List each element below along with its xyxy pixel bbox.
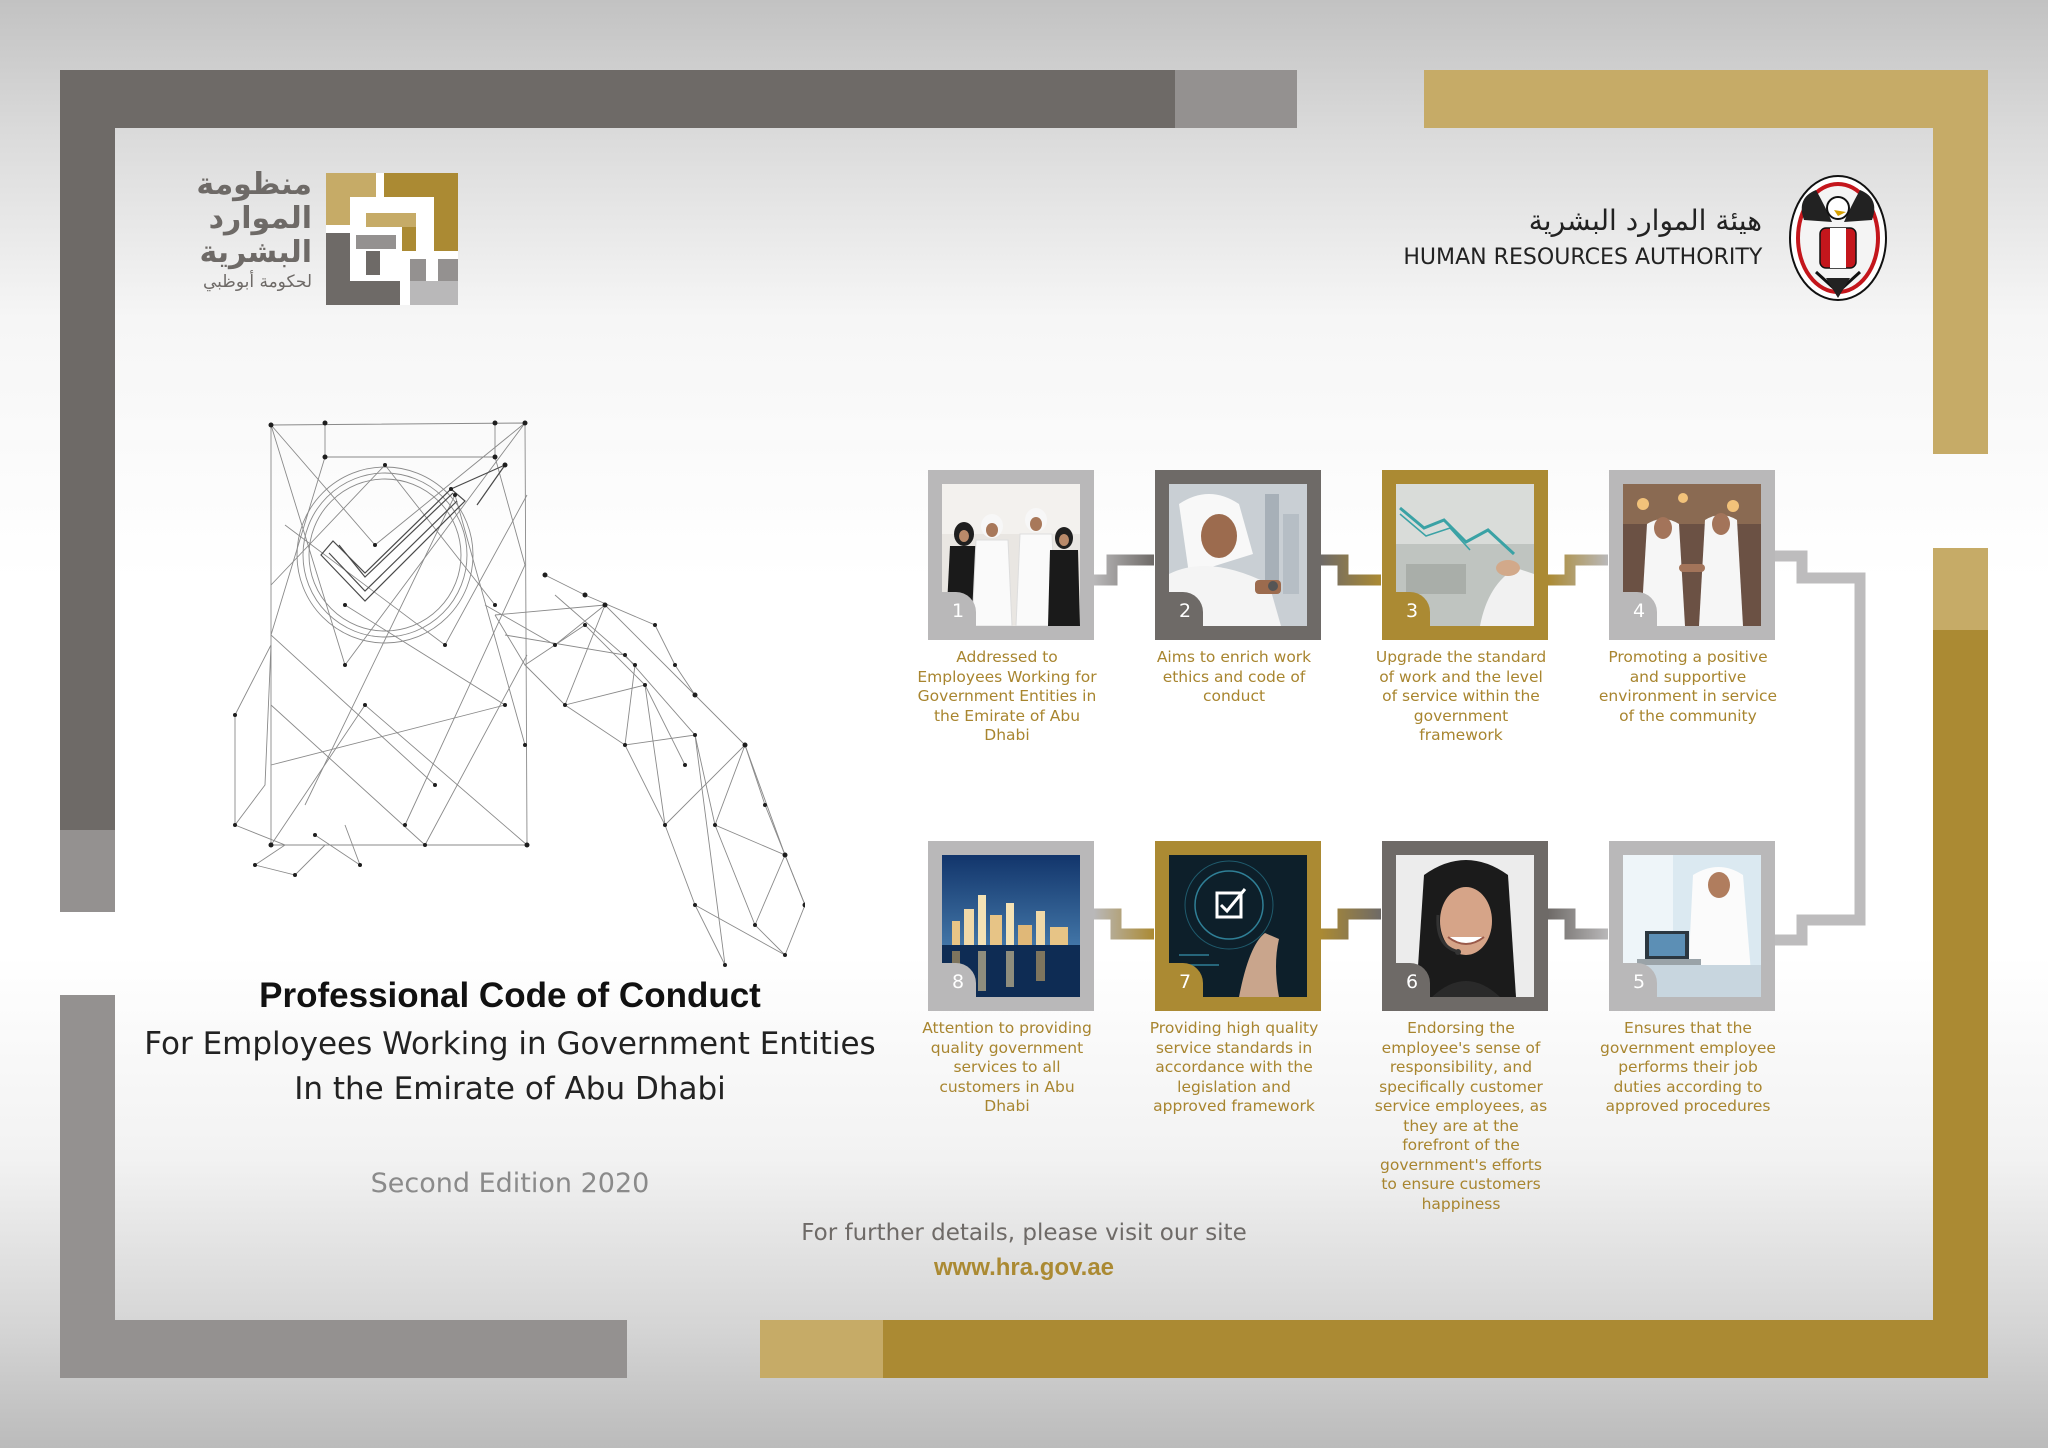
step-2-number: 2 (1167, 592, 1203, 628)
frame-right-top-gold-bar (1933, 70, 1988, 454)
logo-arabic-line3: البشرية (199, 235, 312, 270)
frame-bottom-gold-bar (883, 1320, 1988, 1378)
logo-arabic-line1: منظومة (196, 167, 312, 202)
connector-7-8 (1094, 906, 1154, 942)
falcon-emblem-icon (1786, 168, 1890, 308)
frame-top-right-gold-bar (1424, 70, 1988, 128)
hra-arabic-name: هيئة الموارد البشرية (1528, 204, 1762, 237)
frame-bottom-gray-bar (60, 1320, 627, 1378)
step-7-text: Providing high quality service standards in accordance with the legislation and approved framework (1149, 1019, 1319, 1115)
step-8-photo (928, 841, 1094, 1011)
step-8-number: 8 (940, 963, 976, 999)
step-7-number: 7 (1167, 963, 1203, 999)
frame-left-mid-bar (60, 830, 115, 912)
document-subtitle-line2: In the Emirate of Abu Dhabi (294, 1071, 726, 1107)
step-4-number: 4 (1621, 592, 1657, 628)
step-8-text: Attention to providing quality government services to all customers in Abu Dhabi (922, 1019, 1092, 1115)
connector-3-4 (1548, 552, 1608, 588)
logo-arabic-line2: الموارد (208, 201, 312, 236)
edition-label: Second Edition 2020 (370, 1168, 650, 1199)
connector-4-5 (1774, 548, 1870, 948)
clipboard-check-hand-illustration (225, 405, 805, 975)
hra-english-name: HUMAN RESOURCES AUTHORITY (1402, 244, 1762, 270)
step-6-number: 6 (1394, 963, 1430, 999)
step-3-text: Upgrade the standard of work and the level of service within the government framework (1375, 648, 1547, 744)
frame-left-dark-bar (60, 70, 115, 830)
frame-right-gold-bar (1933, 630, 1988, 1378)
document-title: Professional Code of Conduct (259, 976, 761, 1015)
footer-details: For further details, please visit our site (801, 1220, 1247, 1246)
step-3-number: 3 (1394, 592, 1430, 628)
step-4-text: Promoting a positive and supportive environment in service of the community (1598, 648, 1778, 725)
document-subtitle-line1: For Employees Working in Government Entities (144, 1026, 876, 1062)
hra-logo (1390, 168, 1890, 308)
hr-system-logo-mark (326, 173, 458, 305)
connector-1-2 (1094, 552, 1154, 588)
step-5-number: 5 (1621, 963, 1657, 999)
frame-top-mid-bar (1175, 70, 1297, 128)
connector-5-6 (1548, 906, 1608, 942)
frame-bottom-lightgold-bar (760, 1320, 883, 1378)
step-4-photo (1609, 470, 1775, 640)
step-5-text: Ensures that the government employee performs their job duties according to approved procedures (1600, 1019, 1776, 1115)
step-6-text: Endorsing the employee's sense of responsibility, and specifically customer service employees, as they are at the forefront of the government's efforts to ensure customers happiness (1374, 1019, 1548, 1213)
step-2-photo (1155, 470, 1321, 640)
connector-6-7 (1321, 906, 1381, 942)
footer-url-link[interactable]: www.hra.gov.ae (933, 1254, 1115, 1281)
step-5-photo (1609, 841, 1775, 1011)
connector-2-3 (1321, 552, 1381, 588)
step-1-text: Addressed to Employees Working for Government Entities in the Emirate of Abu Dhabi (917, 648, 1097, 744)
hr-system-logo-text (170, 168, 312, 294)
step-2-text: Aims to enrich work ethics and code of conduct (1156, 648, 1312, 705)
step-3-photo (1382, 470, 1548, 640)
step-1-photo (928, 470, 1094, 640)
step-6-photo (1382, 841, 1548, 1011)
hr-system-logo (170, 168, 470, 318)
step-1-number: 1 (940, 592, 976, 628)
logo-arabic-line4: لحكومة أبوظبي (202, 272, 312, 292)
step-7-photo (1155, 841, 1321, 1011)
frame-top-dark-bar (60, 70, 1175, 128)
frame-right-lightgold-bar (1933, 548, 1988, 630)
